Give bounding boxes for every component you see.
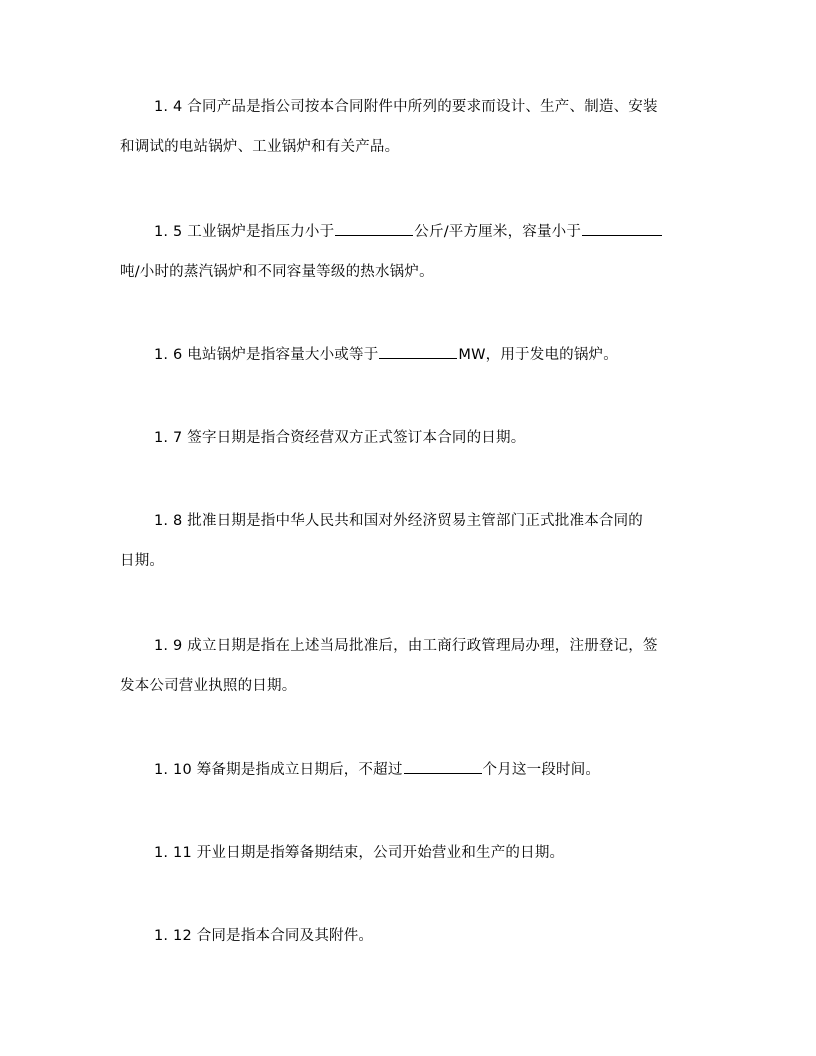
clause-number: 1. 5 [154, 224, 183, 240]
clause-number: 1. 8 [154, 513, 183, 529]
clause-1-8 [120, 501, 700, 581]
clause-number: 1. 11 [154, 845, 192, 861]
clause-1-9 [120, 626, 700, 706]
clause-number: 1. 9 [154, 638, 183, 654]
clause-1-5 [120, 212, 700, 292]
clause-number: 1. 4 [154, 99, 183, 115]
clause-text: 公斤/平方厘米，容量小于 [414, 224, 582, 240]
clause-1-11 [120, 833, 700, 873]
months-blank-field[interactable] [404, 755, 482, 774]
clause-1-12 [120, 916, 700, 956]
clause-text: 工业锅炉是指压力小于 [187, 224, 335, 240]
clause-1-6 [120, 335, 700, 375]
clause-text: 个月这一段时间。 [482, 762, 601, 778]
clause-text: 电站锅炉是指容量大小或等于 [187, 347, 379, 363]
clause-text: 合同是指本合同及其附件。 [196, 928, 374, 944]
clause-text-continued: 日期。 [120, 553, 165, 569]
clause-1-7 [120, 418, 700, 458]
clause-number: 1. 7 [154, 430, 183, 446]
clause-number: 1. 10 [154, 762, 192, 778]
pressure-blank-field[interactable] [335, 217, 413, 236]
clause-text: 开业日期是指筹备期结束，公司开始营业和生产的日期。 [196, 845, 565, 861]
clause-1-4 [120, 87, 700, 167]
clause-text-continued: 发本公司营业执照的日期。 [120, 678, 297, 694]
clause-text: 成立日期是指在上述当局批准后，由工商行政管理局办理，注册登记，签 [187, 638, 658, 654]
clause-text: 筹备期是指成立日期后，不超过 [196, 762, 403, 778]
clause-1-10 [120, 750, 700, 790]
clause-number: 1. 12 [154, 928, 192, 944]
clause-text: 签字日期是指合资经营双方正式签订本合同的日期。 [187, 430, 526, 446]
capacity-blank-field[interactable] [582, 217, 662, 236]
unit-label: MW [458, 347, 486, 363]
clause-number: 1. 6 [154, 347, 183, 363]
clause-text: 批准日期是指中华人民共和国对外经济贸易主管部门正式批准本合同的 [187, 513, 643, 529]
clause-text-continued: 和调试的电站锅炉、工业锅炉和有关产品。 [120, 139, 400, 155]
power-blank-field[interactable] [379, 340, 457, 359]
clause-text-continued: 吨/小时的蒸汽锅炉和不同容量等级的热水锅炉。 [120, 264, 434, 280]
clause-text: ，用于发电的锅炉。 [485, 347, 618, 363]
clause-text: 合同产品是指公司按本合同附件中所列的要求而设计、生产、制造、安装 [187, 99, 658, 115]
